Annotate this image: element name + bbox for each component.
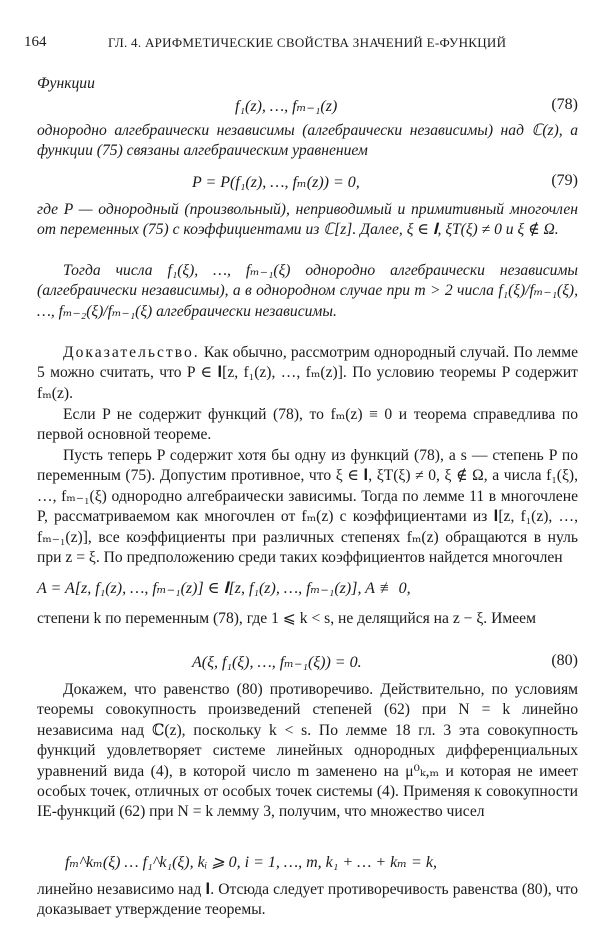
paragraph-text: Пусть теперь P содержит хотя бы одну из функций (78), а s — степень P по переменным (75). Допустим противное, что ξ ∈ 𝐈, ξT(ξ) ≠ 0, ξ ∉ Ω, а числа f₁(ξ), …, fₘ₋₁(ξ) однородно алгебраически зависимы. Тогда по лемме 11 в многочлене P, рассматриваемом как многочлен от fₘ(z) с коэффициентами из 𝐈[z, f₁(z), …, fₘ₋₁(z)], все коэффициенты при различных степенях fₘ(z) обращаются в нуль при z = ξ. По предположению среди таких коэффициентов найдется многочлен bbox=[37, 447, 578, 567]
paragraph-text: Тогда числа f₁(ξ), …, fₘ₋₁(ξ) однородно алгебраически независимы (алгебраически независимы), а в однородном случае при m > 2 числа f₁(ξ)/fₘ₋₁(ξ), …, fₘ₋₂(ξ)/fₘ₋₁(ξ) алгебраически независимы. bbox=[37, 262, 578, 320]
equation-number: (78) bbox=[551, 96, 578, 113]
paragraph-text: линейно независимо над 𝐈. Отсюда следует противоречивость равенства (80), что доказывает утверждение теоремы. bbox=[37, 881, 578, 919]
theorem-statement bbox=[37, 261, 578, 322]
paragraph-conclusion bbox=[37, 880, 578, 921]
paragraph-text: степени k по переменным (78), где 1 ⩽ k < s, не делящийся на z − ξ. Имеем bbox=[37, 610, 536, 627]
paragraph-independence bbox=[37, 121, 578, 162]
paragraph-text: Докажем, что равенство (80) противоречиво. Действительно, по условиям теоремы совокупность произведений степеней (62) при N = k линейно независима над ℂ(z), поскольку k < s. По лемме 18 гл. 3 эта совокупность функций удовлетворяет системе линейных однородных дифференциальных уравнений вида (4), в которой число m заменено на μ⁰ₖ,ₘ и которая не имеет особых точек, отличных от особых точек системы (4). Применяя к совокупности IE-функций (62) при N = k лемму 3, получим, что множество чисел bbox=[37, 681, 578, 821]
paragraph-case-1 bbox=[37, 405, 578, 446]
paragraph-text: где P — однородный (произвольный), неприводимый и примитивный многочлен от переменных (75) с коэффициентами из ℂ[z]. Далее, ξ ∈ 𝐈, ξT(ξ) ≠ 0 и ξ ∉ Ω. bbox=[37, 201, 578, 239]
formula-80 bbox=[37, 652, 578, 676]
running-header bbox=[24, 34, 574, 54]
running-title: ГЛ. 4. АРИФМЕТИЧЕСКИЕ СВОЙСТВА ЗНАЧЕНИЙ E-ФУНКЦИЙ bbox=[108, 35, 507, 50]
paragraph-text bbox=[37, 343, 578, 404]
formula-body: A(ξ, f₁(ξ), …, fₘ₋₁(ξ)) = 0. bbox=[192, 654, 362, 671]
paragraph-text: однородно алгебраически независимы (алгебраически независимы) над ℂ(z), а функции (75) связаны алгебраическим уравнением bbox=[37, 122, 578, 160]
proof-label: Доказательство. bbox=[63, 344, 200, 361]
formula-body: A = A[z, f₁(z), …, fₘ₋₁(z)] ∈ 𝐈[z, f₁(z), …, fₘ₋₁(z)], A ≢ 0, bbox=[37, 580, 411, 597]
paragraph-polynomial bbox=[37, 200, 578, 241]
paragraph-text: Функции bbox=[37, 75, 95, 92]
formula-A bbox=[37, 578, 578, 602]
equation-number: (79) bbox=[551, 172, 578, 189]
paragraph-functions bbox=[37, 74, 578, 94]
paragraph-text: Если P не содержит функций (78), то fₘ(z) ≡ 0 и теорема справедлива по первой основной теореме. bbox=[37, 406, 578, 444]
page-number: 164 bbox=[24, 34, 47, 50]
formula-body: P = P(f₁(z), …, fₘ(z)) = 0, bbox=[192, 174, 360, 191]
equation-number: (80) bbox=[551, 652, 578, 669]
paragraph-contradiction bbox=[37, 680, 578, 823]
paragraph-case-2 bbox=[37, 446, 578, 568]
formula-body: fₘ^kₘ(ξ) … f₁^k₁(ξ), kᵢ ⩾ 0, i = 1, …, m, k₁ + … + kₘ = k, bbox=[65, 854, 437, 871]
paragraph-body: Как обычно, рассмотрим однородный случай. По лемме 5 можно считать, что P ∈ 𝐈[z, f₁(z), …, fₘ(z)]. По условию теоремы P содержит fₘ(z). bbox=[37, 344, 578, 402]
formula-body: f₁(z), …, fₘ₋₁(z) bbox=[235, 98, 338, 115]
formula-products bbox=[37, 852, 578, 876]
formula-79 bbox=[37, 172, 578, 196]
proof-start bbox=[37, 343, 578, 404]
paragraph-degree bbox=[37, 609, 578, 629]
formula-78 bbox=[37, 96, 578, 120]
